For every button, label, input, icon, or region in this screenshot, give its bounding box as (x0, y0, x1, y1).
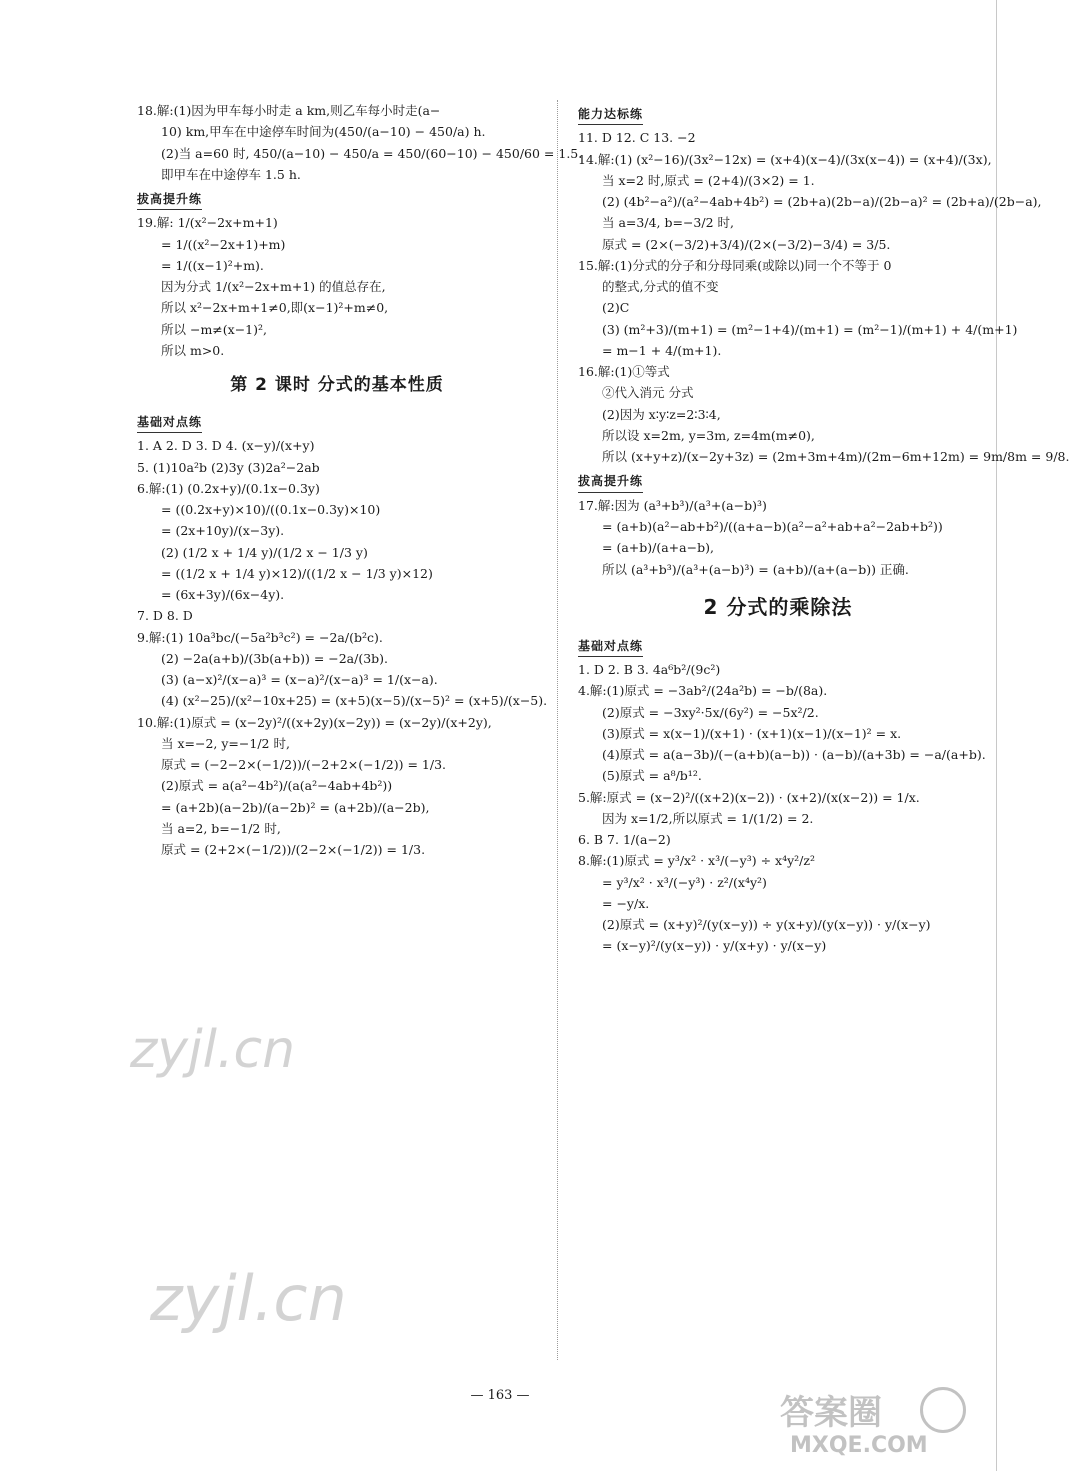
text-line: 当 x=−2, y=−1/2 时, (161, 735, 290, 751)
text-line: = 1/((x−1)²+m). (161, 257, 264, 273)
logo-seal-icon (920, 1387, 966, 1433)
logo-main-text: 答案圈 (780, 1393, 882, 1433)
text-line: = (6x+3y)/(6x−4y). (161, 587, 285, 603)
page-number: — 163 — (470, 1388, 530, 1403)
text-line: = ((0.2x+y)×10)/((0.1x−0.3y)×10) (161, 502, 381, 518)
text-line: 7. D 8. D (137, 608, 193, 624)
text-line: (2)因为 x∶y∶z=2∶3∶4, (602, 406, 721, 422)
section-label: 能力达标练 (578, 104, 643, 125)
text-line: 9.解:(1) 10a³bc/(−5a²b³c²) = −2a/(b²c). (137, 629, 383, 645)
text-line: = y³/x² · x³/(−y³) · z²/(x⁴y²) (602, 874, 767, 890)
text-line: 所以 −m≠(x−1)², (161, 321, 267, 337)
text-line: (4) (x²−25)/(x²−10x+25) = (x+5)(x−5)/(x−5)² = (x+5)/(x−5). (161, 693, 548, 709)
text-line: (2)原式 = a(a²−4b²)/(a(a²−4ab+4b²)) (161, 778, 393, 794)
section-label: 基础对点练 (137, 412, 202, 433)
text-line: = −y/x. (602, 895, 650, 911)
text-line: (3) (m²+3)/(m+1) = (m²−1+4)/(m+1) = (m²−1)/(m+1) + 4/(m+1) (602, 321, 1018, 337)
text-line: = (2x+10y)/(x−3y). (161, 523, 285, 539)
text-line: (4)原式 = a(a−3b)/(−(a+b)(a−b)) · (a−b)/(a+3b) = −a/(a+b). (602, 747, 986, 763)
text-line: 11. D 12. C 13. −2 (578, 130, 696, 146)
text-line: 当 x=2 时,原式 = (2+4)/(3×2) = 1. (602, 172, 815, 188)
text-line: 4.解:(1)原式 = −3ab²/(24a²b) = −b/(8a). (578, 683, 828, 699)
left-column (137, 100, 583, 860)
text-line: (2)原式 = −3xy²·5x/(6y²) = −5x²/2. (602, 704, 819, 720)
text-line: (2)原式 = (x+y)²/(y(x−y)) ÷ y(x+y)/(y(x−y)) · y/(x−y) (602, 917, 931, 933)
text-line: = (a+b)(a²−ab+b²)/((a+a−b)(a²−a²+ab+a²−2ab+b²)) (602, 519, 943, 535)
section-label: 基础对点练 (578, 636, 643, 657)
text-line: 1. D 2. B 3. 4a⁶b²/(9c²) (578, 662, 721, 678)
text-line: (2) (4b²−a²)/(a²−4ab+4b²) = (2b+a)(2b−a)/(2b−a)² = (2b+a)/(2b−a), (602, 194, 1042, 210)
text-line: (3)原式 = x(x−1)/(x+1) · (x+1)(x−1)/(x−1)² = x. (602, 725, 902, 741)
text-line: 6.解:(1) (0.2x+y)/(0.1x−0.3y) (137, 480, 320, 496)
text-line: 10) km,甲车在中途停车时间为(450/(a−10) − 450/a) h. (161, 124, 486, 140)
text-line: 8.解:(1)原式 = y³/x² · x³/(−y³) ÷ x⁴y²/z² (578, 853, 815, 869)
chapter-heading: 2 分式的乘除法 (703, 594, 853, 619)
text-line: 10.解:(1)原式 = (x−2y)²/((x+2y)(x−2y)) = (x−2y)/(x+2y), (137, 714, 492, 730)
text-line: (3) (a−x)²/(x−a)³ = (x−a)²/(x−a)³ = 1/(x−a). (161, 672, 438, 688)
watermark-text: zyjl.cn (130, 1020, 296, 1080)
page-edge-line (996, 0, 997, 1471)
lesson-heading: 第 2 课时 分式的基本性质 (230, 375, 444, 396)
text-line: 所以 (a³+b³)/(a³+(a−b)³) = (a+b)/(a+(a−b)) 正确. (602, 561, 909, 577)
text-line: 即甲车在中途停车 1.5 h. (161, 166, 301, 182)
text-line: = (x−y)²/(y(x−y)) · y/(x+y) · y/(x−y) (602, 938, 827, 954)
text-line: 原式 = (2×(−3/2)+3/4)/(2×(−3/2)−3/4) = 3/5. (602, 236, 891, 252)
text-line: 17.解:因为 (a³+b³)/(a³+(a−b)³) (578, 497, 767, 513)
text-line: (2)C (602, 300, 630, 316)
section-label: 拔高提升练 (578, 471, 643, 492)
text-line: 因为 x=1/2,所以原式 = 1/(1/2) = 2. (602, 810, 814, 826)
section-label: 拔高提升练 (137, 189, 202, 210)
text-line: 原式 = (−2−2×(−1/2))/(−2+2×(−1/2)) = 1/3. (161, 757, 446, 773)
text-line: 19.解: 1/(x²−2x+m+1) (137, 215, 278, 231)
text-line: 的整式,分式的值不变 (602, 279, 719, 295)
text-line: (2) −2a(a+b)/(3b(a+b)) = −2a/(3b). (161, 650, 389, 666)
text-line: 1. A 2. D 3. D 4. (x−y)/(x+y) (137, 438, 315, 454)
text-line: 18.解:(1)因为甲车每小时走 a km,则乙车每小时走(a− (137, 103, 441, 118)
text-line: 15.解:(1)分式的分子和分母同乘(或除以)同一个不等于 0 (578, 257, 892, 273)
text-line: (5)原式 = a⁸/b¹². (602, 768, 702, 784)
site-logo (760, 1385, 985, 1465)
text-line: (2) (1/2 x + 1/4 y)/(1/2 x − 1/3 y) (161, 544, 368, 560)
text-line: = 1/((x²−2x+1)+m) (161, 236, 286, 252)
text-line: = (a+b)/(a+a−b), (602, 540, 714, 556)
text-line: 所以 x²−2x+m+1≠0,即(x−1)²+m≠0, (161, 300, 389, 316)
text-line: ②代入消元 分式 (602, 385, 694, 401)
column-divider (557, 100, 558, 1360)
text-line: 5. (1)10a²b (2)3y (3)2a²−2ab (137, 459, 320, 475)
text-line: 所以 (x+y+z)/(x−2y+3z) = (2m+3m+4m)/(2m−6m+12m) = 9m/8m = 9/8. (602, 449, 1069, 465)
text-line: 所以 m>0. (161, 342, 225, 358)
text-line: 因为分式 1/(x²−2x+m+1) 的值总存在, (161, 279, 386, 295)
text-line: (2)当 a=60 时, 450/(a−10) − 450/a = 450/(60−10) − 450/60 = 1.5. (161, 145, 583, 161)
text-line: 16.解:(1)①等式 (578, 364, 670, 380)
text-line: 6. B 7. 1/(a−2) (578, 832, 671, 848)
text-line: = m−1 + 4/(m+1). (602, 342, 722, 358)
text-line: 14.解:(1) (x²−16)/(3x²−12x) = (x+4)(x−4)/(3x(x−4)) = (x+4)/(3x), (578, 151, 992, 167)
right-column (578, 100, 1069, 957)
text-line: 5.解:原式 = (x−2)²/((x+2)(x−2)) · (x+2)/(x(x−2)) = 1/x. (578, 789, 920, 805)
text-line: 当 a=3/4, b=−3/2 时, (602, 215, 734, 231)
text-line: = (a+2b)(a−2b)/(a−2b)² = (a+2b)/(a−2b), (161, 799, 430, 815)
watermark-text: zyjl.cn (150, 1262, 347, 1335)
text-line: 当 a=2, b=−1/2 时, (161, 820, 281, 836)
logo-sub-text: MXQE.COM (790, 1433, 928, 1458)
text-line: 所以设 x=2m, y=3m, z=4m(m≠0), (602, 427, 815, 443)
text-line: 原式 = (2+2×(−1/2))/(2−2×(−1/2)) = 1/3. (161, 842, 426, 858)
text-line: = ((1/2 x + 1/4 y)×12)/((1/2 x − 1/3 y)×12) (161, 565, 433, 581)
